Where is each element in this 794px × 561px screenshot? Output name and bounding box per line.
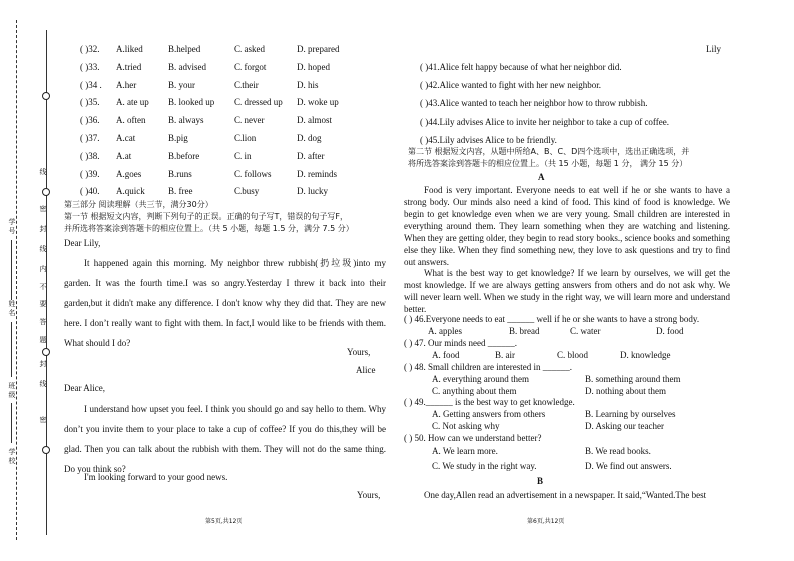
student-id-line [11, 240, 12, 300]
class-label: 班级 [8, 382, 16, 399]
page-footer: 第5页,共12页 [205, 518, 243, 525]
seal-circle [42, 188, 50, 196]
answer-option: D. reminds [297, 168, 337, 179]
answer-option: C. water [570, 326, 601, 336]
answer-option: D. after [297, 150, 325, 161]
answer-option: C. asked [234, 44, 265, 54]
answer-option: C.their [234, 79, 259, 90]
answer-option: B.before [168, 150, 200, 161]
answer-option: C. follows [234, 168, 272, 179]
section2-instruction-1: 第二节 根据短文内容，从题中所给A、B、C、D四个选项中，选出正确选项，并 [408, 147, 690, 156]
answer-option: B. air [495, 350, 515, 360]
question-number: ( )35. [80, 97, 100, 108]
question-number: ( )36. [80, 115, 100, 126]
answer-option: B. We read books. [585, 446, 651, 456]
letter2-closing: Yours, [357, 490, 381, 500]
answer-option: D. knowledge [620, 350, 671, 360]
answer-option: C.lion [234, 133, 257, 143]
question-stem: ( ) 47. Our minds need ______. [404, 338, 517, 348]
answer-option: C. We study in the right way. [432, 461, 537, 471]
seal-char: 内 [39, 265, 47, 273]
question-stem: ( ) 50. How can we understand better? [404, 433, 542, 443]
seal-char: 答 [39, 318, 47, 326]
section1-instruction-2: 并所选将答案涂到答题卡的相应位置上。（共 5 小题，每题 1.5 分，满分 7.5 分） [64, 224, 354, 233]
answer-option: C. dressed up [234, 97, 283, 108]
answer-option: D. Asking our teacher [585, 421, 664, 431]
answer-option: B.runs [168, 168, 192, 179]
answer-option: A. everything around them [432, 374, 529, 384]
seal-char: 题 [39, 336, 47, 344]
answer-option: D. prepared [297, 44, 340, 54]
letter1-greeting: Dear Lily, [64, 238, 101, 248]
answer-option: B. free [168, 186, 193, 197]
tf-statement: ( )43.Alice wanted to teach her neighbor how to throw rubbish. [420, 98, 648, 109]
answer-option: B. something around them [585, 374, 681, 384]
seal-char: 封 [39, 360, 47, 368]
answer-option: A.liked [116, 44, 143, 54]
letter1-body: It happened again this morning. My neighbor threw rubbish(扔垃圾)into my garden. It was the fourth time.I was so angry.Yesterday I threw it back into their garden,but it didn't make any difference. I don't know why they did that. They are new here. I don’t really want to fight with them. In fact,I would like to be friends with them. What should I do? [64, 258, 386, 348]
seal-char: 线 [39, 245, 47, 253]
answer-option: D. lucky [297, 186, 328, 197]
letter1-signature: Alice [356, 365, 376, 375]
answer-option: C. anything about them [432, 386, 517, 396]
answer-option: D. dog [297, 133, 322, 143]
question-number: ( )32. [80, 44, 100, 54]
answer-option: C. Not asking why [432, 421, 500, 431]
question-number: ( )33. [80, 61, 100, 72]
answer-option: A. ate up [116, 97, 149, 108]
name-label: 姓名 [8, 300, 16, 317]
answer-option: A. We learn more. [432, 446, 498, 456]
page-footer: 第6页,共12页 [527, 518, 565, 525]
answer-option: A. apples [428, 326, 462, 336]
answer-option: D. his [297, 79, 319, 90]
class-line [11, 403, 12, 443]
answer-option: B. looked up [168, 97, 215, 108]
answer-option: D. woke up [297, 97, 339, 108]
answer-option: C. never [234, 115, 265, 126]
question-stem: ( ) 46.Everyone needs to eat ______ well if he or she wants to have a strong body. [404, 314, 700, 324]
answer-option: D. We find out answers. [585, 461, 672, 471]
student-id-label: 学号 [8, 218, 16, 235]
answer-option: B.helped [168, 44, 201, 54]
answer-option: A. food [432, 350, 460, 360]
passage-a-paragraph-1: Food is very important. Everyone needs to eat well if he or she wants to have a strong body. Our minds also need a kind of food. This kind of food is knowledge. We begin to get knowledge even when we are very young. Small children are interested in everything around them. They learn something when they are watching and listening. When they are getting older, they begin to read story books., science books and something else they like. When they find something new, they love to ask questions and try to find out answers. [404, 185, 730, 267]
answer-option: A. often [116, 115, 146, 126]
answer-option: B. bread [509, 326, 540, 336]
section2-instruction-2: 将所选答案涂到答题卡的相应位置上。（共 15 小题，每题 1 分， 满分 15 分） [408, 159, 688, 168]
answer-option: C. in [234, 150, 252, 161]
letter2-body2: I'm looking forward to your good news. [84, 472, 228, 482]
answer-option: D. almost [297, 115, 332, 126]
letter2-body: I understand how upset you feel. I think you should go and say hello to them. Why don’t you invite them to your place to take a cup of coffee? If you do this,they will be glad. Then you can talk about the rubbish with them. They will not do the same thing. Do you think so? [64, 404, 386, 474]
seal-char: 密 [39, 416, 47, 424]
seal-char: 封 [39, 225, 47, 233]
school-label: 学校 [8, 448, 16, 465]
passage-a-label: A [538, 172, 545, 182]
seal-char: 要 [39, 300, 47, 308]
seal-char: 线 [39, 380, 47, 388]
answer-option: A. Getting answers from others [432, 409, 546, 419]
question-stem: ( ) 48. Small children are interested in ______. [404, 362, 572, 372]
answer-option: A.cat [116, 133, 136, 143]
answer-option: C.busy [234, 186, 260, 197]
answer-option: D. nothing about them [585, 386, 666, 396]
question-number: ( )37. [80, 133, 100, 143]
answer-option: B. Learning by ourselves [585, 409, 676, 419]
question-number: ( )40. [80, 186, 100, 197]
letter2-greeting: Dear Alice, [64, 383, 105, 393]
answer-option: A.tried [116, 61, 142, 72]
passage-b-label: B [537, 476, 544, 486]
seal-char: 不 [39, 283, 47, 291]
tf-statement: ( )42.Alice wanted to fight with her new neighbor. [420, 80, 601, 91]
passage-b-paragraph-1: One day,Allen read an advertisement in a newspaper. It said,“Wanted.The best [424, 490, 707, 500]
question-number: ( )39. [80, 168, 100, 179]
tf-statement: ( )41.Alice felt happy because of what her neighbor did. [420, 62, 622, 72]
lily-signature: Lily [706, 44, 721, 54]
question-number: ( )34 . [80, 79, 102, 90]
tf-statement: ( )44.Lily advises Alice to invite her neighbor to take a cup of coffee. [420, 116, 670, 127]
question-stem: ( ) 49.______ is the best way to get knowledge. [404, 397, 575, 407]
answer-option: A.her [116, 79, 137, 90]
answer-option: C. blood [557, 350, 589, 360]
question-number: ( )38. [80, 150, 100, 161]
seal-circle [42, 348, 50, 356]
part3-title: 第三部分 阅读理解（共三节，满分30分） [64, 200, 213, 209]
answer-option: B. your [168, 79, 195, 90]
letter1-closing: Yours, [347, 347, 371, 357]
seal-char: 线 [39, 168, 47, 176]
name-line [11, 322, 12, 377]
answer-option: B. advised [168, 61, 206, 72]
seal-char: 密 [39, 205, 47, 213]
seal-circle [42, 92, 50, 100]
answer-option: D. food [656, 326, 684, 336]
answer-option: B. always [168, 115, 204, 126]
section1-instruction-1: 第一节 根据短文内容，判断下列句子的正误。正确的句子写T，错误的句子写F， [64, 212, 349, 221]
answer-option: D. hoped [297, 61, 330, 72]
answer-option: B.pig [168, 133, 188, 143]
tf-statement: ( )45.Lily advises Alice to be friendly. [420, 134, 557, 145]
answer-option: C. forgot [234, 61, 267, 72]
answer-option: A.goes [116, 168, 142, 179]
answer-option: A.at [116, 150, 132, 161]
answer-option: A.quick [116, 186, 145, 197]
seal-circle [42, 446, 50, 454]
passage-a-paragraph-2: What is the best way to get knowledge? If we learn by ourselves, we will get the most knowledge. If we are always getting answers from others and do not ask why. We will never learn well. When we study in the right way, we will learn more and understand better. [404, 268, 730, 314]
